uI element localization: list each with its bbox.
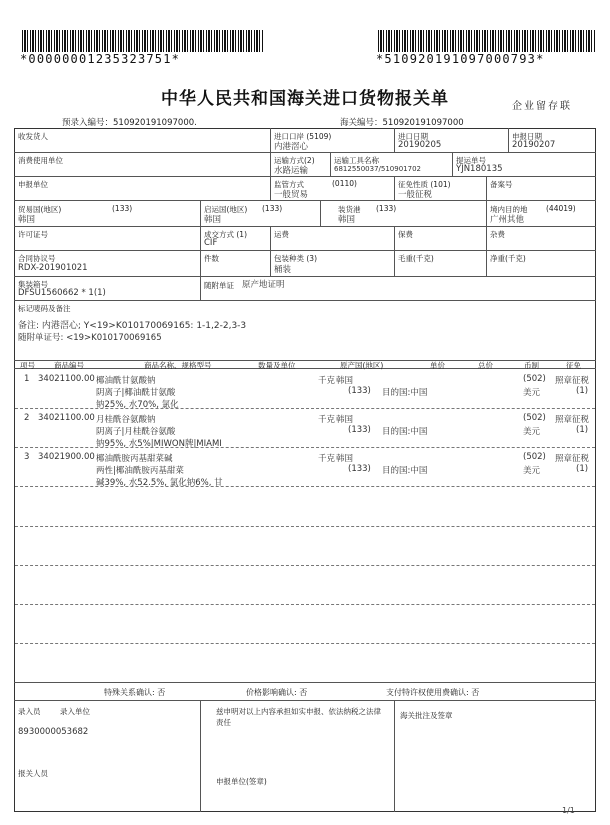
item-destination: 目的国:中国 — [382, 388, 428, 398]
right-barcode — [378, 30, 596, 52]
origin-country-value: 韩国 — [204, 215, 222, 225]
declarant-label: 申报单位 — [18, 180, 48, 189]
consignee-label: 收发货人 — [18, 132, 48, 141]
item-name-line: 月桂酰谷氨酸钠 — [96, 415, 156, 425]
item-qty: 千克 — [318, 454, 336, 464]
declare-date-value: 20190207 — [512, 140, 556, 150]
goods-header-qty: 数量及单位 — [258, 361, 296, 370]
item-currency: 美元 — [523, 427, 541, 437]
supervision-code: (0110) — [332, 179, 357, 188]
goods-header-total: 总价 — [478, 361, 493, 370]
form-title: 中华人民共和国海关进口货物报关单 — [161, 89, 449, 109]
item-code: 34021100.00 — [38, 413, 95, 423]
item-no: 2 — [24, 413, 30, 423]
item-origin: 韩国 — [336, 376, 354, 386]
origin-country-label: 启运国(地区) — [204, 205, 248, 214]
levy-nature-label: 征免性质 (101) — [398, 180, 451, 189]
item-origin: 韩国 — [336, 415, 354, 425]
trans-terms-value: CIF — [204, 238, 218, 248]
remarks-line-1: 备注: 内港滘心; Y<19>K010170069165: 1-1,2-2,3-3 — [18, 321, 247, 331]
customs-approval-label: 海关批注及签章 — [400, 711, 453, 720]
container-value: DFSU1560662 * 1(1) — [18, 288, 106, 298]
item-origin-code: (133) — [348, 386, 371, 396]
attached-docs-value: 原产地证明 — [242, 280, 285, 290]
loading-port-code: (133) — [376, 204, 397, 213]
item-levy-code: (1) — [576, 386, 589, 396]
declare-unit-sign-label: 申报单位(签章) — [216, 777, 267, 786]
item-code: 34021900.00 — [38, 452, 95, 462]
special-relation-confirm: 特殊关系确认: 否 — [104, 688, 166, 697]
trade-country-label: 贸易国(地区) — [18, 205, 62, 214]
entry-port-label: 进口口岸 (5109) — [274, 132, 332, 141]
freight-label: 运费 — [274, 230, 289, 239]
item-name-line: 椰油酰甘氨酸钠 — [96, 376, 156, 386]
transport-name-value: 6812550037/510901702 — [334, 165, 421, 173]
royalty-confirm: 支付特许权使用费确认: 否 — [386, 688, 480, 697]
item-no: 1 — [24, 374, 30, 384]
destination-value: 广州其他 — [490, 215, 525, 225]
destination-label: 境内目的地 — [490, 205, 528, 214]
item-levy: 照章征税 — [555, 415, 590, 425]
record-no-label: 备案号 — [490, 180, 513, 189]
entry-unit-label: 录入单位 — [60, 707, 90, 716]
import-date-label: 进口日期 — [398, 132, 428, 141]
declaration-statement: 兹申明对以上内容承担如实申报、依法纳税之法律责任 — [216, 707, 381, 727]
item-origin-code: (133) — [348, 425, 371, 435]
pack-type-label: 包装种类 (3) — [274, 254, 318, 263]
left-barcode — [22, 30, 264, 52]
item-code: 34021100.00 — [38, 374, 95, 384]
item-levy: 照章征税 — [555, 376, 590, 386]
bol-value: YJN180135 — [456, 164, 503, 174]
levy-nature-value: 一般征税 — [398, 190, 433, 200]
item-levy-code: (1) — [576, 464, 589, 474]
goods-header-levy: 征免 — [566, 361, 581, 370]
pack-type-value: 桶装 — [274, 265, 292, 275]
item-name-line: 阴离子|月桂酰谷氨酸 — [96, 427, 176, 437]
goods-header-name: 商品名称、规格型号 — [144, 361, 212, 370]
goods-header-code: 商品编号 — [54, 361, 84, 370]
entry-person-number: 8930000053682 — [18, 727, 89, 737]
customs-number-label: 海关编号：510920191097000 — [340, 118, 464, 128]
item-name-line: 钠95%, 水5%|MIWON牌|MIAMI — [96, 439, 222, 449]
left-barcode-number: *00000001235323751* — [20, 52, 181, 66]
goods-header-origin: 原产国(地区) — [340, 361, 384, 370]
supervision-label: 监管方式 — [274, 180, 304, 189]
item-currency: 美元 — [523, 388, 541, 398]
contract-label: 合同协议号 — [18, 254, 56, 263]
insurance-label: 保费 — [398, 230, 413, 239]
item-name-line: 碱39%, 水52.5%, 氯化钠6%, 甘 — [96, 478, 223, 488]
attached-docs-label: 随附单证 — [204, 281, 234, 290]
declarer-label: 报关人员 — [18, 769, 48, 778]
destination-code: (44019) — [546, 204, 576, 213]
declare-date-label: 申报日期 — [512, 132, 542, 141]
item-name-line: 阴离子|椰油酰甘氨酸 — [96, 388, 176, 398]
supervision-value: 一般贸易 — [274, 190, 309, 200]
item-currency-code: (502) — [523, 413, 546, 423]
item-name-line: 钠25%, 水70%, 氯化 — [96, 400, 179, 410]
license-label: 许可证号 — [18, 230, 48, 239]
trans-terms-label: 成交方式 (1) — [204, 230, 248, 239]
goods-header-currency: 币制 — [524, 361, 539, 370]
gross-weight-label: 毛重(千克) — [398, 254, 434, 263]
loading-port-label: 装货港 — [338, 205, 361, 214]
item-currency: 美元 — [523, 466, 541, 476]
item-qty: 千克 — [318, 376, 336, 386]
customs-number: 510920191097000 — [382, 118, 464, 128]
item-destination: 目的国:中国 — [382, 466, 428, 476]
bol-label: 提运单号 — [456, 156, 486, 165]
goods-header-unit-price: 单价 — [430, 361, 445, 370]
item-no: 3 — [24, 452, 30, 462]
net-weight-label: 净重(千克) — [490, 254, 526, 263]
import-date-value: 20190205 — [398, 140, 442, 150]
item-levy-code: (1) — [576, 425, 589, 435]
transport-name-label: 运输工具名称 — [334, 156, 379, 165]
item-name-line: 两性|椰油酰胺丙基甜菜 — [96, 466, 184, 476]
transport-mode-value: 水路运输 — [274, 166, 309, 176]
origin-country-code: (133) — [262, 204, 283, 213]
container-label: 集装箱号 — [18, 280, 48, 289]
remarks-line-2: 随附单证号: <19>K010170069165 — [18, 333, 162, 343]
packages-label: 件数 — [204, 254, 219, 263]
transport-mode-label: 运输方式(2) — [274, 156, 315, 165]
loading-port-value: 韩国 — [338, 215, 356, 225]
entry-port-value: 内港滘心 — [274, 142, 309, 152]
contract-value: RDX-201901021 — [18, 263, 88, 273]
consumer-label: 消费使用单位 — [18, 156, 63, 165]
entry-person-label: 录入员 — [18, 707, 41, 716]
price-impact-confirm: 价格影响确认: 否 — [246, 688, 308, 697]
pre-entry-label: 预录入编号：510920191097000. — [62, 118, 197, 128]
pre-entry-number: 510920191097000 — [113, 118, 195, 128]
item-destination: 目的国:中国 — [382, 427, 428, 437]
item-qty: 千克 — [318, 415, 336, 425]
right-barcode-number: *510920191097000793* — [376, 52, 545, 66]
item-currency-code: (502) — [523, 452, 546, 462]
item-levy: 照章征税 — [555, 454, 590, 464]
trade-country-code: (133) — [112, 204, 133, 213]
item-currency-code: (502) — [523, 374, 546, 384]
goods-header-no: 项号 — [20, 361, 35, 370]
item-origin-code: (133) — [348, 464, 371, 474]
copy-label: 企业留存联 — [512, 101, 572, 112]
item-name-line: 椰油酰胺丙基甜菜碱 — [96, 454, 173, 464]
trade-country-value: 韩国 — [18, 215, 36, 225]
misc-fee-label: 杂费 — [490, 230, 505, 239]
remarks-label: 标记唛码及备注 — [18, 304, 71, 313]
page-number: 1/1 — [562, 806, 575, 815]
item-origin: 韩国 — [336, 454, 354, 464]
